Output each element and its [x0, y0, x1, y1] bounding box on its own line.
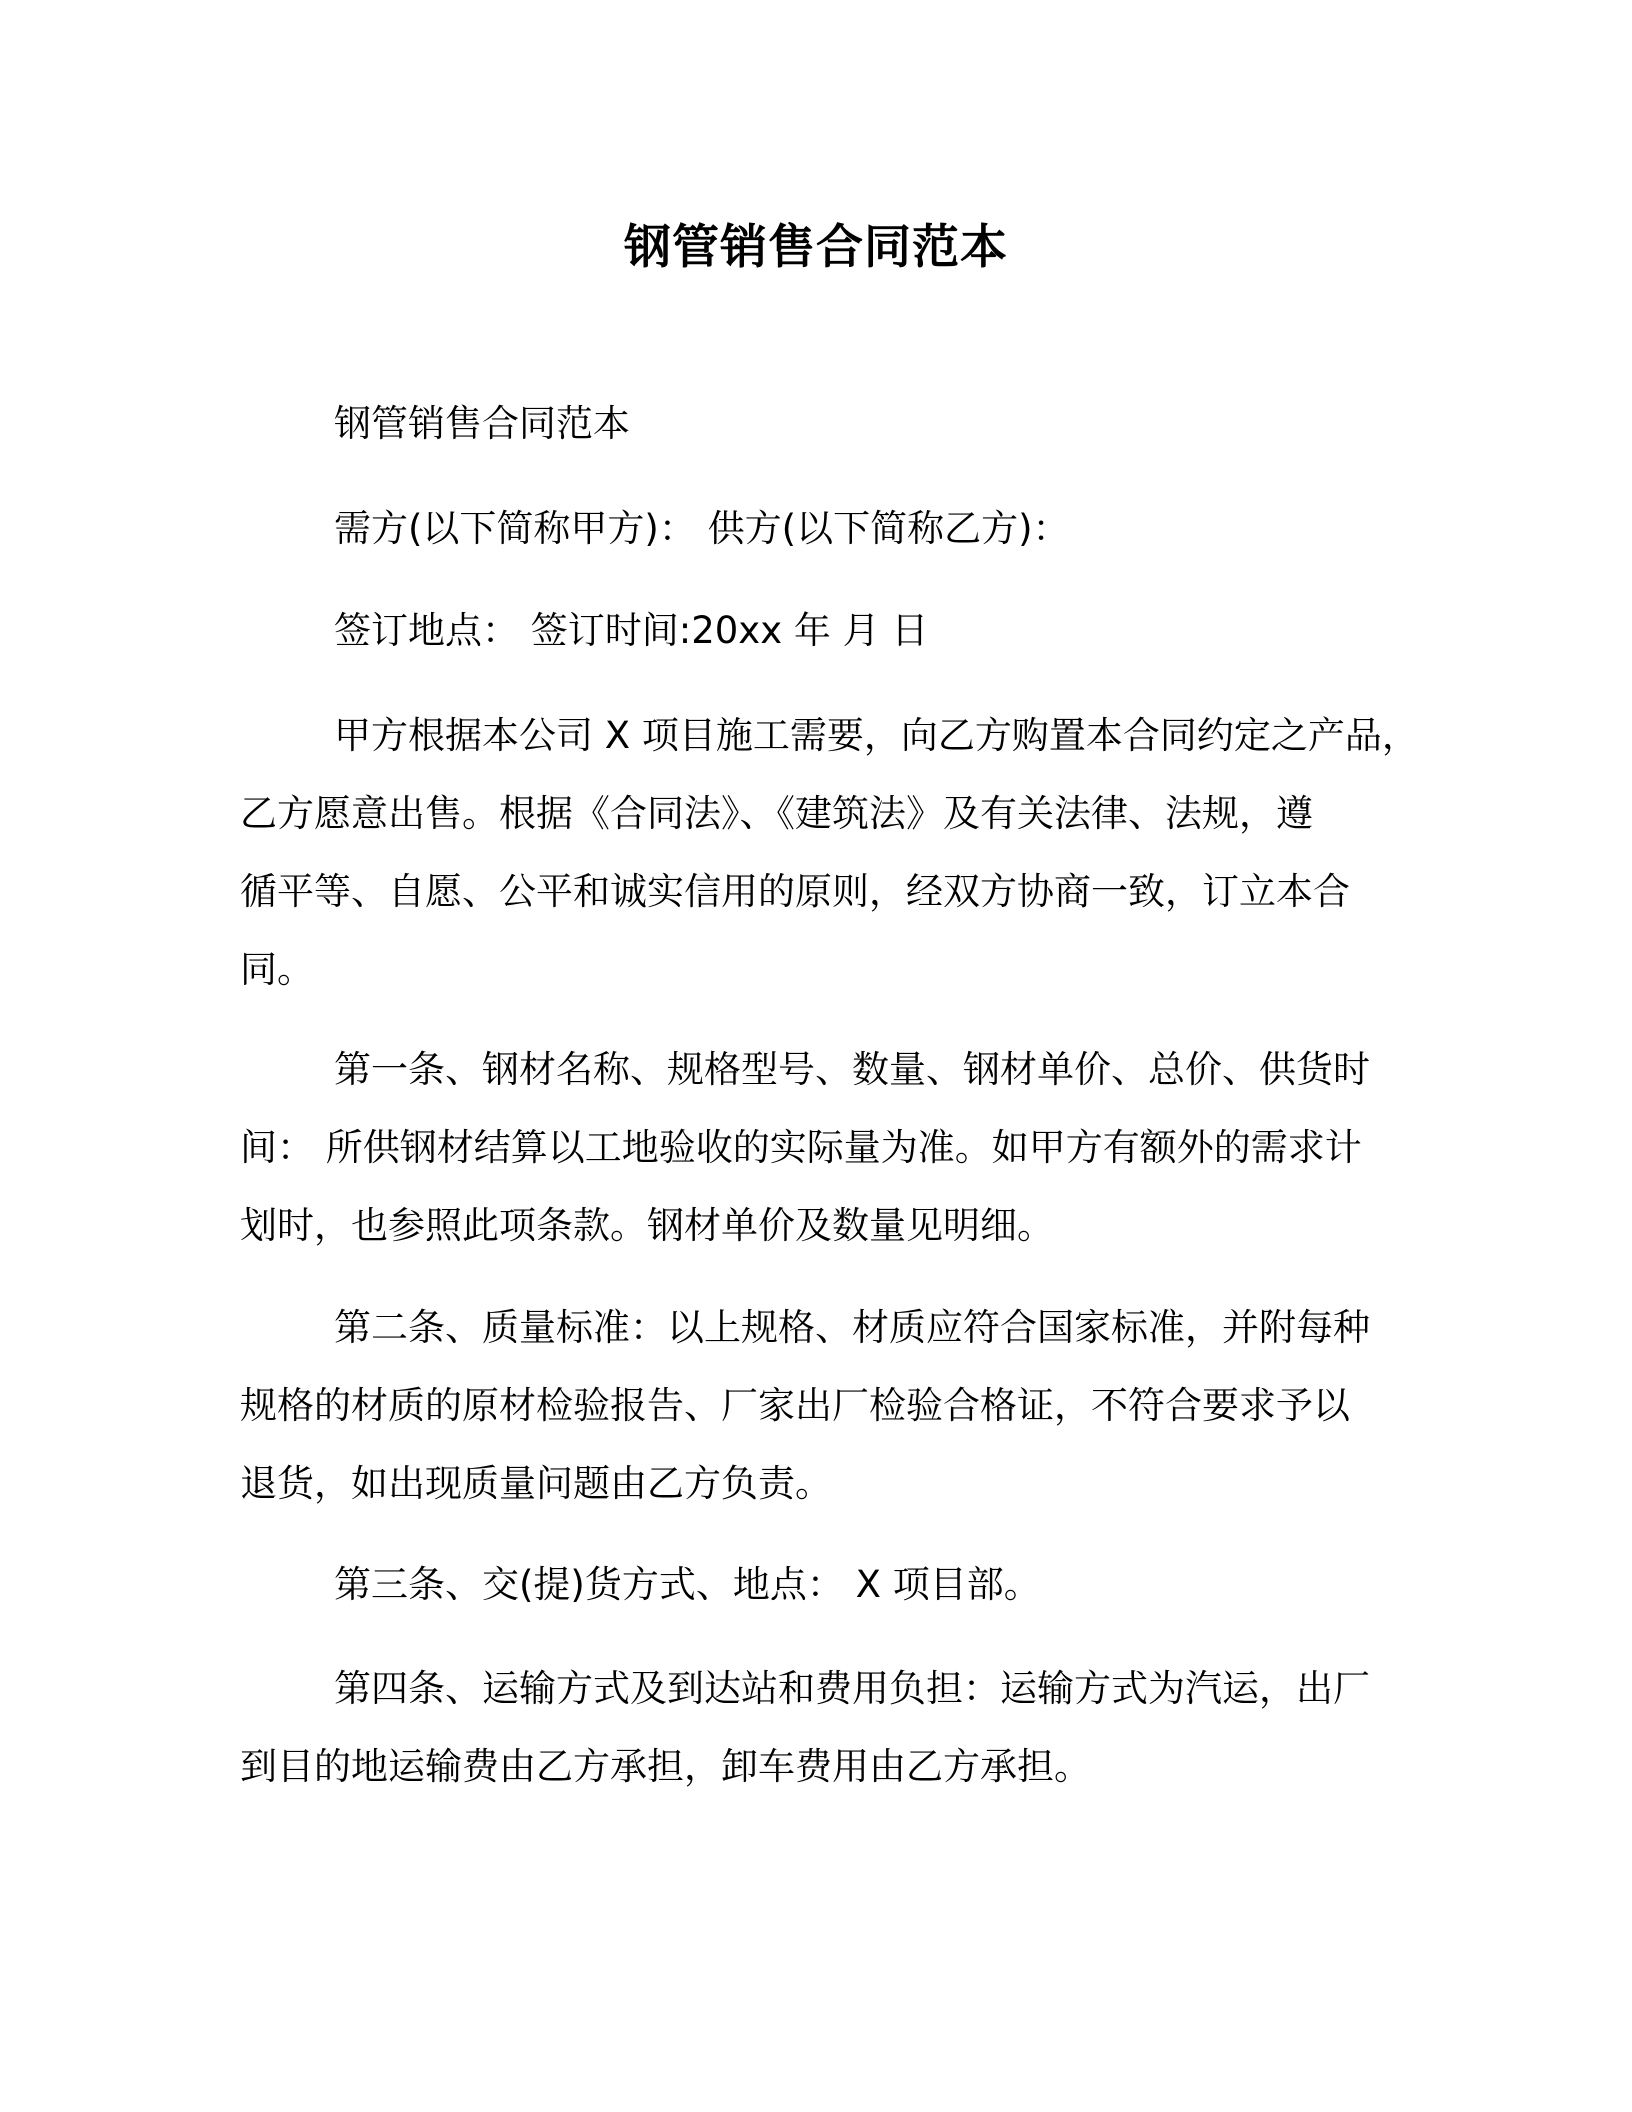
paragraph-line: 循平等、自愿、公平和诚实信用的原则，经双方协商一致，订立本合 — [240, 870, 1350, 913]
article-3 — [240, 1546, 1420, 1624]
signing-text: 签订地点： 签订时间:20xx 年 月 日 — [334, 609, 929, 652]
document-title: 钢管销售合同范本 — [624, 220, 1008, 275]
signing-info — [240, 592, 1420, 670]
parties-line — [240, 490, 1420, 568]
paragraph-line: 划时，也参照此项条款。钢材单价及数量见明细。 — [240, 1204, 1054, 1247]
paragraph-line: 规格的材质的原材检验报告、厂家出厂检验合格证，不符合要求予以 — [240, 1384, 1350, 1427]
parties-text: 需方(以下简称甲方)： 供方(以下简称乙方)： — [334, 507, 1070, 550]
paragraph-line: 到目的地运输费由乙方承担，卸车费用由乙方承担。 — [240, 1745, 1091, 1788]
paragraph-line: 第一条、钢材名称、规格型号、数量、钢材单价、总价、供货时 — [334, 1048, 1370, 1091]
paragraph-line: 退货，如出现质量问题由乙方负责。 — [240, 1462, 832, 1505]
subtitle-line: 钢管销售合同范本 — [334, 402, 630, 445]
paragraph-line: 第三条、交(提)货方式、地点： X 项目部。 — [334, 1563, 1041, 1606]
intro-paragraph — [240, 697, 1420, 1009]
article-4 — [240, 1650, 1420, 1806]
document-subtitle — [240, 385, 1420, 463]
paragraph-line: 甲方根据本公司 X 项目施工需要，向乙方购置本合同约定之产品， — [334, 714, 1419, 757]
paragraph-line: 间： 所供钢材结算以工地验收的实际量为准。如甲方有额外的需求计 — [240, 1126, 1362, 1169]
article-1 — [240, 1031, 1420, 1265]
article-2 — [240, 1289, 1420, 1523]
paragraph-line: 乙方愿意出售。根据《合同法》、《建筑法》及有关法律、法规，遵 — [240, 792, 1313, 835]
paragraph-line: 第二条、质量标准：以上规格、材质应符合国家标准，并附每种 — [334, 1306, 1370, 1349]
paragraph-line: 同。 — [240, 948, 314, 991]
paragraph-line: 第四条、运输方式及到达站和费用负担：运输方式为汽运，出厂 — [334, 1667, 1370, 1710]
